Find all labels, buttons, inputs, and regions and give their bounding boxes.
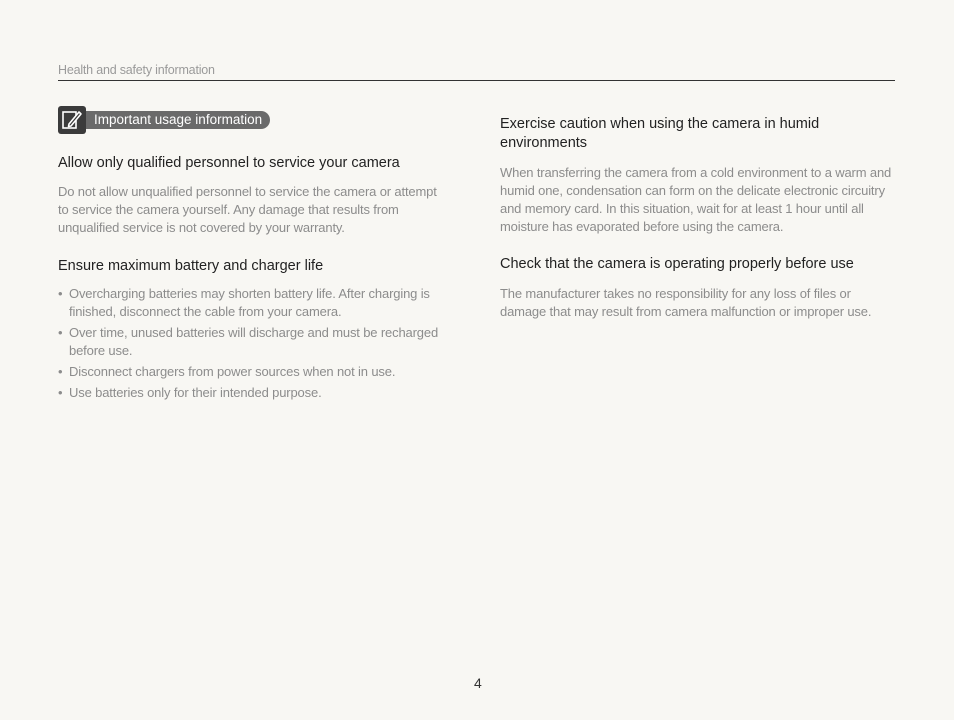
heading-qualified-personnel: Allow only qualified personnel to service your camera [58, 155, 400, 171]
page-number: 4 [474, 675, 482, 691]
heading-humid-environments-line2: environments [500, 135, 588, 151]
list-item: • Overcharging batteries may shorten battery life. After charging is finished, disconnect the cable from your camera. [58, 285, 458, 321]
section-header-text: Health and safety information [58, 63, 215, 77]
important-usage-badge [58, 106, 270, 134]
battery-bullet-list [58, 285, 458, 405]
body-humid-environments: When transferring the camera from a cold environment to a warm and humid one, condensation can form on the delicate electronic circuitry and memory card. In this situation, wait for at least 1 hour until all moisture has evaporated before using the camera. [500, 165, 892, 234]
list-item: • Use batteries only for their intended purpose. [58, 384, 458, 402]
heading-check-operation: Check that the camera is operating properly before use [500, 256, 854, 272]
body-qualified-personnel: Do not allow unqualified personnel to service the camera or attempt to service the camera yourself. Any damage that results from unqualified service is not covered by your warranty. [58, 184, 437, 235]
list-item: • Disconnect chargers from power sources when not in use. [58, 363, 458, 381]
body-check-operation: The manufacturer takes no responsibility for any loss of files or damage that may result from camera malfunction or improper use. [500, 286, 872, 319]
note-pencil-icon [58, 106, 86, 134]
heading-humid-environments-line1: Exercise caution when using the camera in humid [500, 116, 820, 132]
header-divider [58, 80, 895, 81]
heading-battery-charger: Ensure maximum battery and charger life [58, 258, 324, 274]
list-item: • Over time, unused batteries will discharge and must be recharged before use. [58, 324, 458, 360]
badge-label: Important usage information [82, 111, 270, 129]
